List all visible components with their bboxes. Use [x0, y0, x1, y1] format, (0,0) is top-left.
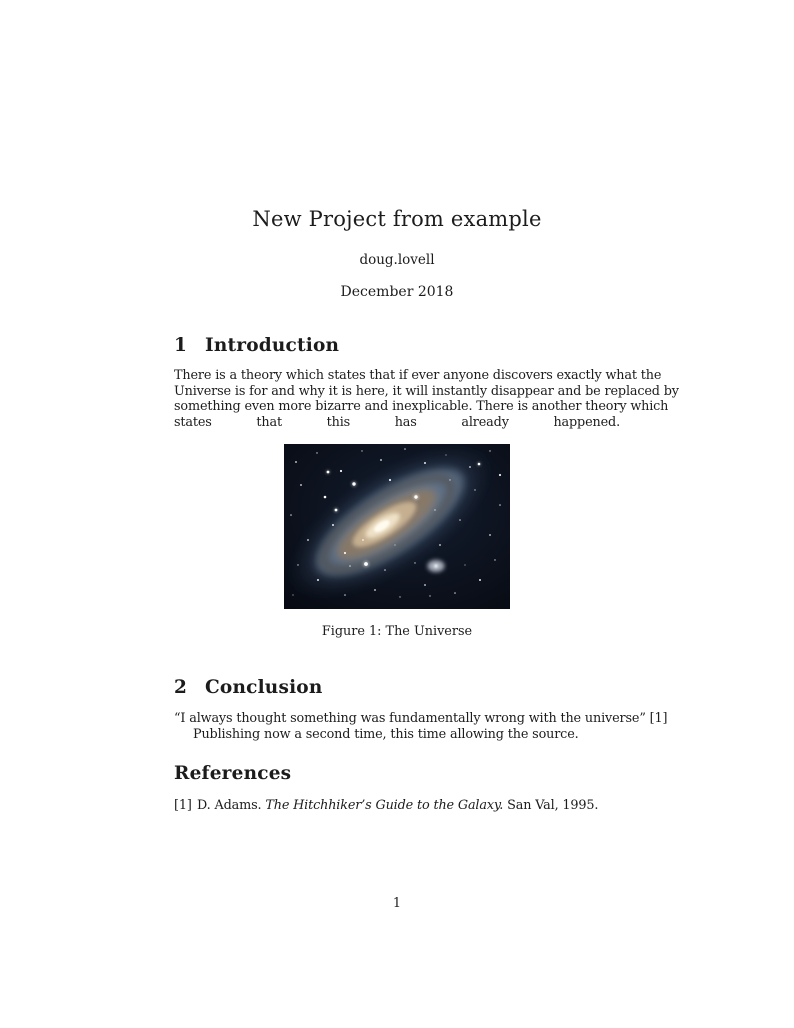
citation-ref: [1] [649, 711, 668, 726]
galaxy-image [284, 444, 510, 609]
section-2-number: 2 [174, 677, 188, 698]
section-1-heading [174, 335, 634, 356]
document-date: December 2018 [340, 284, 454, 300]
references-heading: References [174, 763, 292, 784]
figure-caption: Figure 1: The Universe [321, 624, 473, 639]
conclusion-followup-line: Publishing now a second time, this time allowing the source. [193, 726, 579, 742]
reference-publisher: San Val, 1995. [507, 798, 599, 813]
document-title: New Project from example [252, 207, 542, 231]
paragraph-line: Universe is for and why it is here, it will instantly disappear and be replaced by [174, 383, 679, 399]
section-1-number: 1 [174, 335, 188, 356]
section-1-title: Introduction [205, 335, 340, 356]
reference-authors: D. Adams. [197, 798, 262, 813]
conclusion-paragraph [174, 711, 668, 742]
conclusion-quote-text: “I always thought something was fundamentally wrong with the universe” [174, 711, 646, 726]
paragraph-line: states that this has already happened. [174, 414, 620, 430]
section-2-title: Conclusion [205, 677, 323, 698]
reference-entry [174, 798, 620, 814]
page-number: 1 [392, 896, 402, 911]
section-2-heading [174, 677, 634, 698]
paragraph-line: There is a theory which states that if ever anyone discovers exactly what the [174, 368, 662, 383]
introduction-paragraph [174, 368, 679, 430]
paragraph-line: something even more bizarre and inexplicable. There is another theory which [174, 399, 669, 414]
document-author: doug.lovell [359, 252, 435, 268]
conclusion-quote-line [174, 711, 668, 727]
reference-label: [1] [174, 798, 192, 813]
reference-title: The Hitchhiker’s Guide to the Galaxy. [265, 798, 504, 813]
